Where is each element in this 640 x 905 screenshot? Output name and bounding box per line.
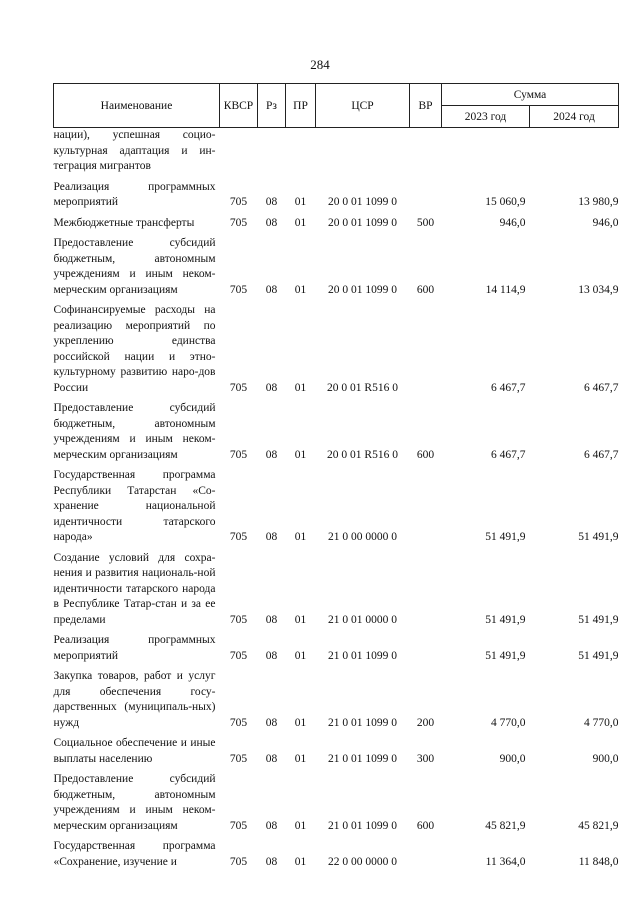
row-pr: 01 (294, 649, 307, 662)
row-kvsr: 705 (229, 716, 248, 729)
row-rz: 08 (265, 216, 278, 229)
table-row (54, 551, 619, 634)
row-sum-2023: 6 467,7 (491, 381, 526, 394)
table-body (54, 128, 619, 876)
row-sum-2023: 900,0 (499, 752, 526, 765)
row-vr (410, 128, 442, 180)
row-rz: 08 (265, 381, 278, 394)
row-name: Реализация программных мероприятий (53, 180, 216, 208)
row-csr: 21 0 01 0000 0 (328, 613, 397, 626)
row-name: Государственная программа «Сохранение, изучение и (53, 840, 216, 868)
row-rz: 08 (265, 716, 278, 729)
row-sum-2023 (442, 128, 530, 180)
row-name: Создание условий для сохра-нения и развития националь-ной идентичности татарского народа в Республике Татар-стан и за ее пределами (53, 551, 216, 626)
row-pr: 01 (294, 196, 307, 208)
row-kvsr: 705 (229, 752, 248, 765)
row-rz: 08 (265, 196, 278, 208)
row-pr: 01 (294, 613, 307, 626)
row-name: Софинансируемые расходы на реализацию мероприятий по укреплению единства российской нации и этно-культурному развитию наро-дов России (53, 304, 216, 394)
row-rz: 08 (265, 649, 278, 662)
row-pr: 01 (294, 448, 307, 461)
row-csr: 20 0 01 1099 0 (328, 283, 397, 296)
table-row (54, 236, 619, 303)
row-csr: 20 0 01 R516 0 (327, 448, 398, 461)
row-csr: 21 0 01 1099 0 (328, 752, 397, 765)
row-sum-2023: 946,0 (499, 216, 526, 229)
row-vr: 600 (416, 283, 435, 296)
row-sum-2024: 946,0 (592, 216, 619, 229)
row-rz: 08 (265, 448, 278, 461)
row-kvsr (220, 128, 258, 180)
row-sum-2023: 11 364,0 (485, 855, 526, 868)
row-kvsr: 705 (229, 531, 248, 543)
row-sum-2023: 51 491,9 (485, 649, 526, 662)
table-row (54, 468, 619, 551)
row-kvsr: 705 (229, 819, 248, 832)
row-name: Реализация программных мероприятий (53, 634, 216, 662)
row-vr: 200 (416, 716, 435, 729)
row-name: Предоставление субсидий бюджетным, автономным учреждениям и иным неком-мерческим организациям (53, 237, 216, 296)
row-csr: 20 0 01 1099 0 (328, 196, 397, 208)
row-sum-2024: 45 821,9 (578, 819, 619, 832)
row-sum-2023: 51 491,9 (485, 613, 526, 626)
row-csr: 21 0 01 1099 0 (328, 819, 397, 832)
row-rz: 08 (265, 752, 278, 765)
row-kvsr: 705 (229, 216, 248, 229)
row-rz: 08 (265, 283, 278, 296)
row-name: Социальное обеспечение и иные выплаты населению (53, 737, 216, 765)
row-kvsr: 705 (229, 613, 248, 626)
header-kvsr: КВСР (220, 84, 258, 128)
row-vr (410, 468, 442, 551)
row-kvsr: 705 (229, 448, 248, 461)
row-sum-2024: 11 848,0 (578, 855, 619, 868)
row-rz: 08 (265, 531, 278, 543)
row-csr (316, 128, 410, 180)
row-csr: 20 0 01 1099 0 (328, 216, 397, 229)
row-sum-2024: 51 491,9 (578, 531, 619, 543)
header-name: Наименование (54, 84, 220, 128)
row-sum-2024: 4 770,0 (584, 716, 619, 729)
row-name: Закупка товаров, работ и услуг для обеспечения госу-дарственных (муниципаль-ных) нужд (53, 670, 216, 729)
row-kvsr: 705 (229, 283, 248, 296)
row-kvsr: 705 (229, 381, 248, 394)
row-pr: 01 (294, 819, 307, 832)
header-sum: Сумма (442, 84, 619, 106)
page-number: 284 (310, 57, 330, 72)
row-name: Предоставление субсидий бюджетным, автономным учреждениям и иным неком-мерческим организациям (53, 773, 216, 832)
row-vr: 300 (416, 752, 435, 765)
row-csr: 20 0 01 R516 0 (327, 381, 398, 394)
table-row (54, 736, 619, 772)
row-vr (410, 633, 442, 669)
row-rz: 08 (265, 819, 278, 832)
row-vr (410, 551, 442, 634)
row-csr: 22 0 00 0000 0 (328, 855, 397, 868)
row-name: нации), успешная социо-культурная адаптация и ин-теграция мигрантов (53, 129, 216, 172)
table-row (54, 180, 619, 216)
row-sum-2024: 51 491,9 (578, 649, 619, 662)
row-kvsr: 705 (229, 855, 248, 868)
row-sum-2023: 4 770,0 (491, 716, 526, 729)
row-pr: 01 (294, 855, 307, 868)
row-kvsr: 705 (229, 196, 248, 208)
row-vr (410, 180, 442, 216)
header-pr: ПР (286, 84, 316, 128)
header-year-2023: 2023 год (442, 106, 530, 128)
table-row (54, 216, 619, 237)
table-row (54, 633, 619, 669)
header-vr: ВР (410, 84, 442, 128)
row-pr: 01 (294, 381, 307, 394)
table-row (54, 401, 619, 468)
row-sum-2024: 13 034,9 (578, 283, 619, 296)
row-name: Предоставление субсидий бюджетным, автономным учреждениям и иным неком-мерческим организациям (53, 402, 216, 461)
header-rz: Рз (258, 84, 286, 128)
row-vr: 600 (416, 819, 435, 832)
row-pr: 01 (294, 531, 307, 543)
table-row (54, 669, 619, 736)
row-pr: 01 (294, 752, 307, 765)
row-sum-2024: 51 491,9 (578, 613, 619, 626)
row-sum-2023: 15 060,9 (485, 196, 526, 208)
row-sum-2024: 6 467,7 (584, 381, 619, 394)
row-csr: 21 0 00 0000 0 (328, 531, 397, 543)
row-csr: 21 0 01 1099 0 (328, 716, 397, 729)
table-row (54, 772, 619, 839)
header-csr: ЦСР (316, 84, 410, 128)
row-name: Государственная программа Республики Татарстан «Со-хранение национальной идентичности татарского народа» (53, 469, 216, 543)
row-rz: 08 (265, 855, 278, 868)
row-sum-2023: 45 821,9 (485, 819, 526, 832)
row-sum-2024: 6 467,7 (584, 448, 619, 461)
row-vr (410, 303, 442, 401)
table-row (54, 839, 619, 875)
row-vr (410, 839, 442, 875)
row-sum-2024 (530, 128, 619, 180)
row-rz (258, 128, 286, 180)
row-csr: 21 0 01 1099 0 (328, 649, 397, 662)
table-row (54, 303, 619, 401)
row-pr (286, 128, 316, 180)
row-sum-2023: 6 467,7 (491, 448, 526, 461)
budget-table (53, 83, 619, 875)
row-sum-2023: 14 114,9 (485, 283, 526, 296)
row-sum-2023: 51 491,9 (485, 531, 526, 543)
row-vr: 500 (416, 216, 435, 229)
row-pr: 01 (294, 716, 307, 729)
header-year-2024: 2024 год (530, 106, 619, 128)
row-name: Межбюджетные трансферты (53, 216, 195, 229)
row-kvsr: 705 (229, 649, 248, 662)
row-sum-2024: 900,0 (592, 752, 619, 765)
row-pr: 01 (294, 283, 307, 296)
table-row (54, 128, 619, 180)
row-rz: 08 (265, 613, 278, 626)
row-vr: 600 (416, 448, 435, 461)
row-sum-2024: 13 980,9 (578, 196, 619, 208)
row-pr: 01 (294, 216, 307, 229)
